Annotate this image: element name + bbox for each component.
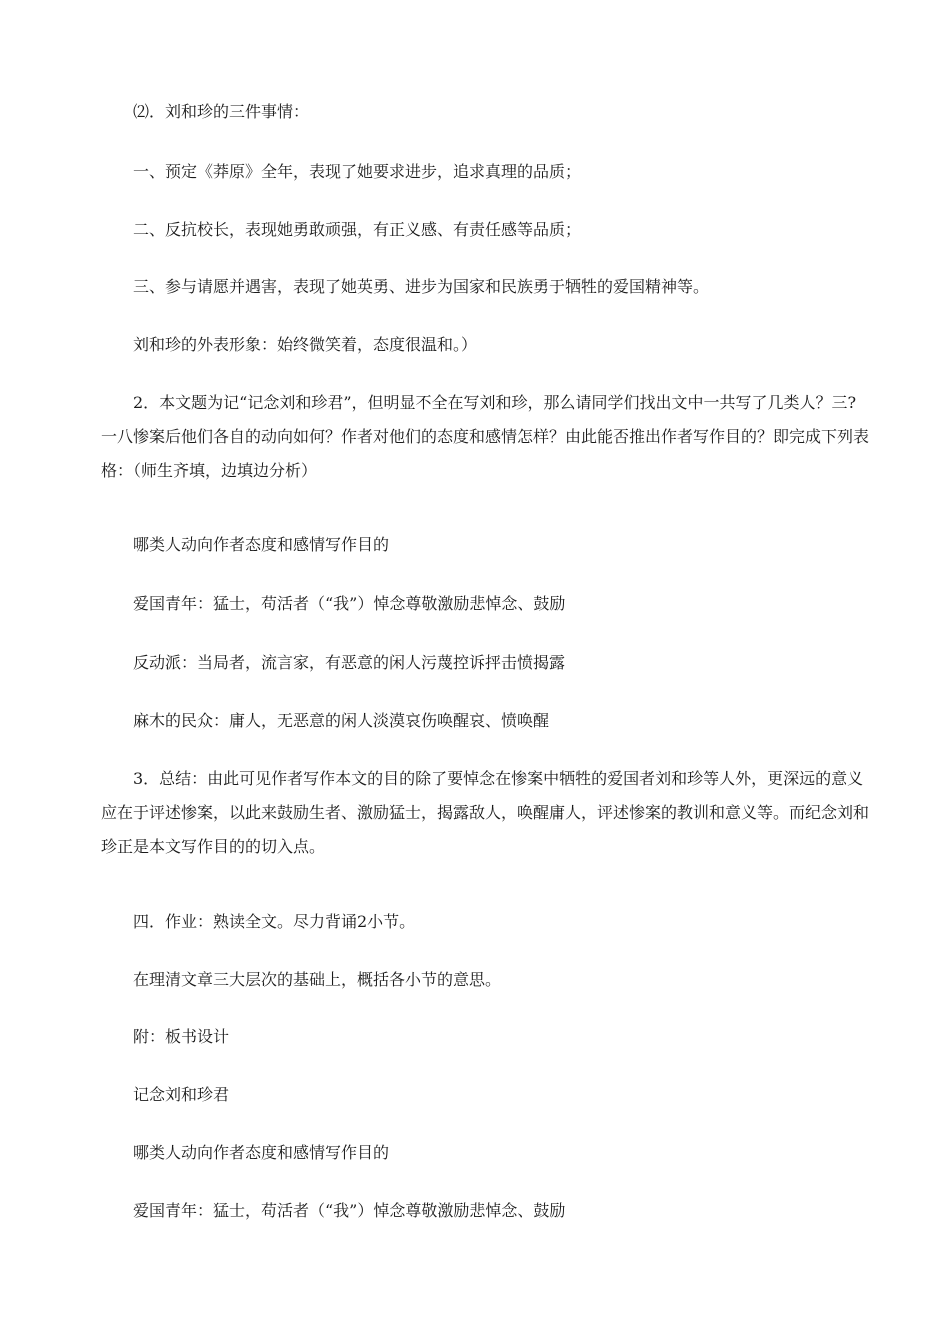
paragraph-board-row-youth: 爱国青年：猛士，苟活者（“我”）悼念尊敬激励悲悼念、鼓励 bbox=[133, 1201, 566, 1220]
paragraph-board-table-header: 哪类人动向作者态度和感情写作目的 bbox=[133, 1143, 390, 1162]
paragraph-summary: 3．总结：由此可见作者写作本文的目的除了要悼念在惨案中牺牲的爱国者刘和珍等人外，更深远的意义应在于评述惨案，以此来鼓励生者、激励猛士，揭露敌人，唤醒庸人，评述惨案的教训和意义等。而纪念刘和珍正是本文写作目的的切入点。 bbox=[101, 769, 870, 856]
paragraph-homework: 四．作业：熟读全文。尽力背诵2小节。 bbox=[133, 912, 416, 931]
paragraph-event-one: 一、预定《莽原》全年，表现了她要求进步，追求真理的品质； bbox=[133, 162, 582, 181]
paragraph-table-row-reactionary: 反动派：当局者，流言家，有恶意的闲人污蔑控诉抨击愤揭露 bbox=[133, 653, 566, 672]
paragraph-table-row-public: 麻木的民众：庸人，无恶意的闲人淡漠哀伤唤醒哀、愤唤醒 bbox=[133, 711, 550, 730]
paragraph-homework-two: 在理清文章三大层次的基础上，概括各小节的意思。 bbox=[133, 970, 502, 989]
paragraph-question-two: 2．本文题为记“记念刘和珍君”，但明显不全在写刘和珍，那么请同学们找出文中一共写了几类人？三?一八惨案后他们各自的动向如何？作者对他们的态度和感情怎样？由此能否推出作者写作目的？即完成下列表格：（师生齐填，边填边分析） bbox=[101, 393, 870, 480]
paragraph-event-three: 三、参与请愿并遇害，表现了她英勇、进步为国家和民族勇于牺牲的爱国精神等。 bbox=[133, 277, 710, 296]
paragraph-board-title: 记念刘和珍君 bbox=[133, 1085, 230, 1104]
paragraph-appearance: 刘和珍的外表形象：始终微笑着，态度很温和。） bbox=[133, 335, 478, 354]
paragraph-board-design: 附：板书设计 bbox=[133, 1027, 230, 1046]
paragraph-three-events-heading: ⑵．刘和珍的三件事情： bbox=[133, 102, 310, 121]
paragraph-table-row-youth: 爱国青年：猛士，苟活者（“我”）悼念尊敬激励悲悼念、鼓励 bbox=[133, 594, 566, 613]
paragraph-event-two: 二、反抗校长，表现她勇敢顽强，有正义感、有责任感等品质； bbox=[133, 220, 582, 239]
paragraph-table-header: 哪类人动向作者态度和感情写作目的 bbox=[133, 535, 390, 554]
